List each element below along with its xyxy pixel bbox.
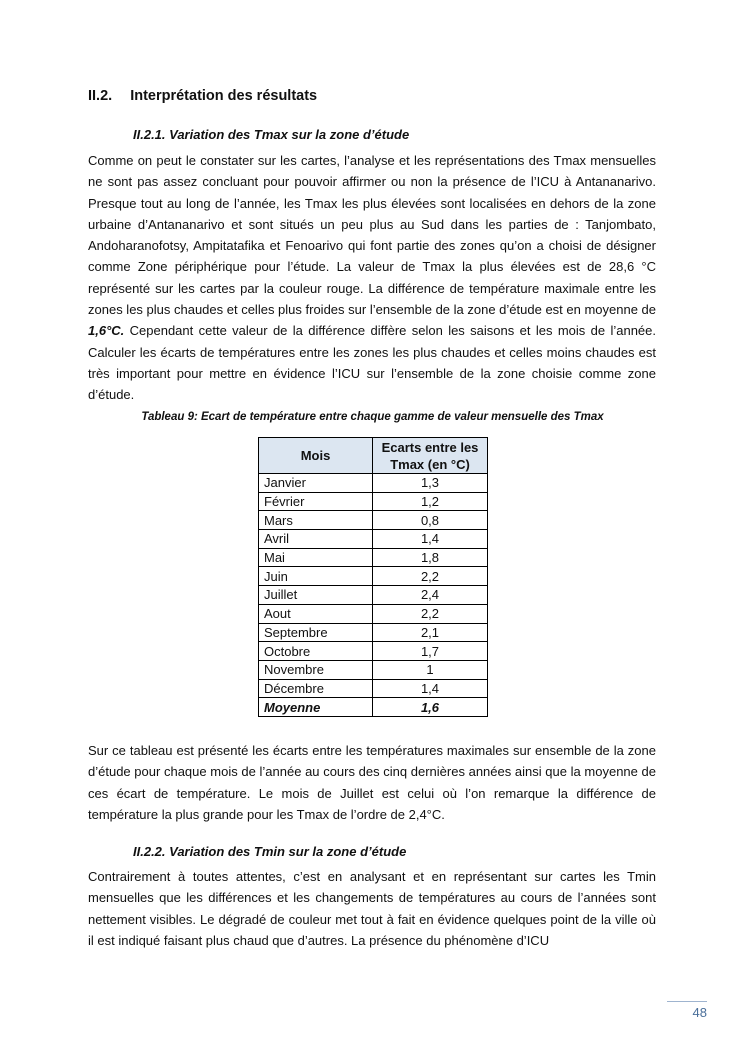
mean-value-cell: 1,6 <box>373 698 488 717</box>
value-cell: 1 <box>373 660 488 679</box>
month-cell: Octobre <box>259 642 373 661</box>
paragraph-tmax-analysis <box>88 150 656 406</box>
table-row <box>259 679 488 698</box>
table-row <box>259 530 488 549</box>
tmax-difference-table <box>258 437 488 717</box>
value-cell: 1,7 <box>373 642 488 661</box>
month-cell: Juillet <box>259 586 373 605</box>
paragraph-text: Comme on peut le constater sur les cartes, l’analyse et les représentations des Tmax mensuelles ne sont pas assez concluant pour pouvoir affirmer ou non la présence de l’ICU à Antananarivo. Presque tout au long de l’année, les Tmax les plus élevées sont localisées en dehors de la zone urbaine d’Antananarivo et sont situés un peu plus au Sud dans les parties de : Tanjombato, Andoharanofotsy, Ampitatafika et Fenoarivo qui font partie des zones qu’on a choisi de désigner comme Zone périphérique pour l’étude. La valeur de Tmax la plus élevées est de 28,6 °C représenté sur les cartes par la couleur rouge. La différence de température maximale entre les zones les plus chaudes et celles plus froides sur l’ensemble de la zone d’étude est en moyenne de <box>88 153 657 318</box>
table-row <box>259 660 488 679</box>
subsection-title-tmax: II.2.1. Variation des Tmax sur la zone d’étude <box>133 127 410 142</box>
value-cell: 1,4 <box>373 530 488 549</box>
table-row <box>259 604 488 623</box>
subsection-title-tmin: II.2.2. Variation des Tmin sur la zone d’étude <box>133 844 407 859</box>
table-row <box>259 474 488 493</box>
table-row <box>259 548 488 567</box>
paragraph-tmin-analysis: Contrairement à toutes attentes, c’est en analysant et en représentant sur cartes les Tmin mensuelles que les différences et les changements de températures au cours de l’années sont nettement visibles. Le dégradé de couleur met tout à fait en évidence quelques point de la ville où il est indiqué faisant plus chaud que d’autres. La présence du phénomène d’ICU <box>88 869 656 948</box>
section-number: II.2. <box>88 88 113 104</box>
month-cell: Septembre <box>259 623 373 642</box>
month-cell: Décembre <box>259 679 373 698</box>
table-row <box>259 492 488 511</box>
table-caption: Tableau 9: Ecart de température entre chaque gamme de valeur mensuelle des Tmax <box>141 411 604 423</box>
value-cell: 0,8 <box>373 511 488 530</box>
section-heading <box>88 88 317 104</box>
page-number: 48 <box>667 1001 707 1020</box>
value-cell: 2,2 <box>373 604 488 623</box>
month-cell: Mars <box>259 511 373 530</box>
table-row <box>259 511 488 530</box>
month-cell: Novembre <box>259 660 373 679</box>
paragraph-text: Cependant cette valeur de la différence diffère selon les saisons et les mois de l’année. Calculer les écarts de températures entre les zones les plus chaudes et celles moins chaudes est très important pour mettre en évidence l’ICU sur l’ensemble de la zone choisie comme zone d’étude. <box>88 323 656 403</box>
value-cell: 2,1 <box>373 623 488 642</box>
table-row <box>259 586 488 605</box>
value-cell: 1,2 <box>373 492 488 511</box>
header-value: Ecarts entre les Tmax (en °C) <box>373 438 488 474</box>
header-month: Mois <box>259 438 373 474</box>
month-cell: Juin <box>259 567 373 586</box>
paragraph-table-comment: Sur ce tableau est présenté les écarts entre les températures maximales sur ensemble de la zone d’étude pour chaque mois de l’année au cours des cinq dernières années ainsi que la moyenne de ces écart de température. Le mois de Juillet est celui où l’on remarque la différence de température la plus grande pour les Tmax de l’ordre de 2,4°C. <box>88 743 656 822</box>
table-mean-row <box>259 698 488 717</box>
value-cell: 2,4 <box>373 586 488 605</box>
month-cell: Aout <box>259 604 373 623</box>
value-cell: 2,2 <box>373 567 488 586</box>
table-row <box>259 567 488 586</box>
month-cell: Avril <box>259 530 373 549</box>
value-cell: 1,4 <box>373 679 488 698</box>
value-cell: 1,3 <box>373 474 488 493</box>
month-cell: Janvier <box>259 474 373 493</box>
table-row <box>259 642 488 661</box>
month-cell: Février <box>259 492 373 511</box>
month-cell: Mai <box>259 548 373 567</box>
mean-difference-emphasis: 1,6°C. <box>88 323 125 339</box>
value-cell: 1,8 <box>373 548 488 567</box>
table-row <box>259 623 488 642</box>
mean-label-cell: Moyenne <box>259 698 373 717</box>
section-title: Interprétation des résultats <box>130 88 318 104</box>
table-header-row <box>259 438 488 474</box>
